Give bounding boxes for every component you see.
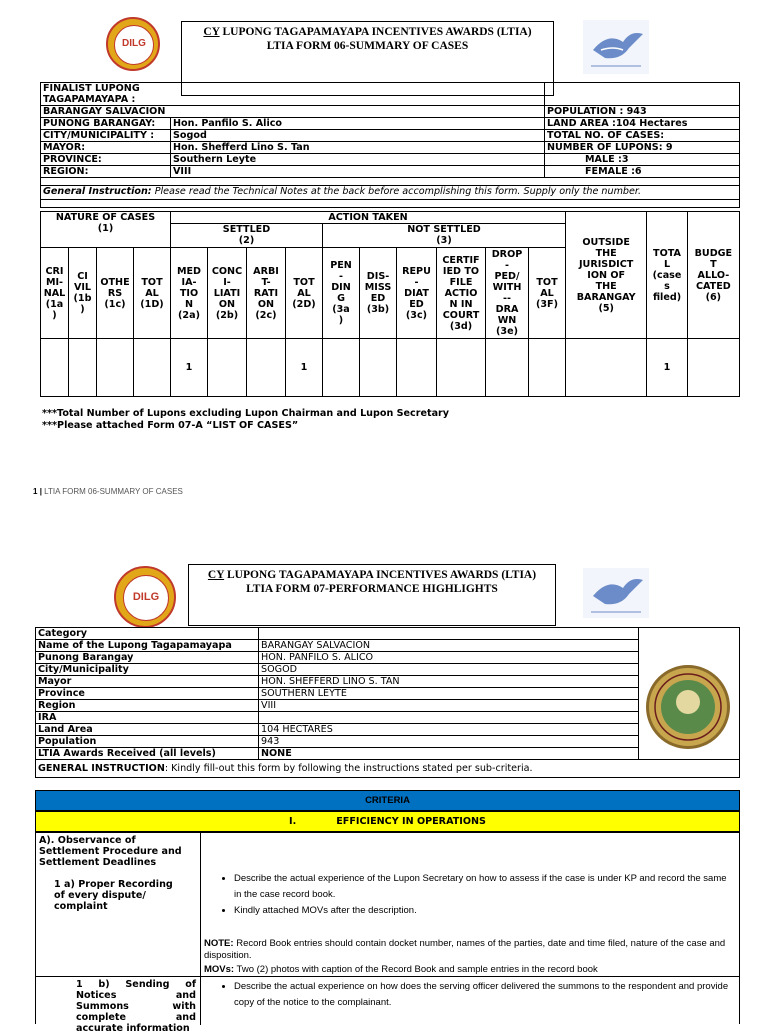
info-row: [36, 724, 740, 736]
case-data-cell: [566, 339, 647, 397]
case-col-header: CERTIF IED TO FILE ACTIO N IN COURT (3d): [437, 248, 486, 339]
not-settled-header: NOT SETTLED (3): [323, 224, 566, 248]
highlights-info-table: [35, 627, 740, 778]
info-row: [36, 676, 740, 688]
case-data-cell: 1: [286, 339, 323, 397]
criteria-detail: [35, 832, 740, 1034]
info-row: [36, 712, 740, 724]
case-col-header: CRI MI- NAL (1a ): [41, 248, 69, 339]
case-data-cell: [486, 339, 529, 397]
note-text: Record Book entries should contain docket number, names of the parties, date and time filed, nature of the case and disposition.: [204, 938, 726, 961]
gi-label-2: GENERAL INSTRUCTION: [38, 763, 165, 774]
info-row: [36, 640, 740, 652]
info-value: [259, 628, 639, 640]
dilg-logo-text-2: DILG: [132, 591, 160, 603]
case-col-header: CI VIL (1b ): [69, 248, 97, 339]
province-label: PROVINCE:: [41, 154, 171, 166]
case-col-header: TOT AL (1D): [134, 248, 171, 339]
info-label: IRA: [36, 712, 259, 724]
form-title-2: [188, 564, 556, 626]
case-col-header: ARBI T- RATI ON (2c): [247, 248, 286, 339]
info-value: BARANGAY SALVACION: [259, 640, 639, 652]
info-row: [36, 652, 740, 664]
dove-icon: [583, 20, 649, 74]
nature-header: NATURE OF CASES (1): [41, 212, 171, 248]
note-list-of-cases: ***Please attached Form 07-A “LIST OF CASES”: [42, 420, 299, 431]
general-instruction-2: [36, 760, 740, 778]
title-cy-2: CY: [207, 569, 225, 581]
gi-label: General Instruction:: [43, 186, 152, 197]
section-a-label: A). Observance of Settlement Procedure and Settlement Deadlines: [39, 835, 182, 868]
case-col-header: CONC I- LIATI ON (2b): [208, 248, 247, 339]
finalist-label: FINALIST LUPONG TAGAPAMAYAPA :: [43, 83, 140, 105]
case-data-cell: [69, 339, 97, 397]
total-cases-value: TOTAL NO. OF CASES:: [545, 130, 740, 142]
total-filed-header: TOTA L (case s filed): [647, 212, 687, 339]
case-col-header: TOT AL (2D): [286, 248, 323, 339]
info-value: HON. PANFILO S. ALICO: [259, 652, 639, 664]
movs-label: MOVs:: [204, 964, 235, 975]
info-row: [36, 700, 740, 712]
info-value: 104 HECTARES: [259, 724, 639, 736]
case-col-header: OTHE RS (1c): [97, 248, 134, 339]
title-cy: CY: [203, 26, 220, 38]
finalist-value: BARANGAY SALVACION: [41, 106, 545, 118]
barangay-seal: [646, 665, 730, 749]
info-label: Mayor: [36, 676, 259, 688]
title-line2: LTIA FORM 06-SUMMARY OF CASES: [266, 40, 469, 52]
info-label: Land Area: [36, 724, 259, 736]
case-data-cell: [41, 339, 69, 397]
case-data-cell: [437, 339, 486, 397]
case-data-cell: [97, 339, 134, 397]
mayor-value: Hon. Shefferd Lino S. Tan: [171, 142, 545, 154]
budget-header: BUDGE T ALLO- CATED (6): [687, 212, 739, 339]
info-row: [36, 688, 740, 700]
footer-separator: |: [39, 487, 42, 496]
info-value: SOUTHERN LEYTE: [259, 688, 639, 700]
case-data-cell: 1: [171, 339, 208, 397]
dilg-logo: [106, 17, 160, 71]
info-label: Region: [36, 700, 259, 712]
punong-label: PUNONG BARANGAY:: [41, 118, 171, 130]
settled-header: SETTLED (2): [171, 224, 323, 248]
info-label: Category: [36, 628, 259, 640]
title-line2-2: LTIA FORM 07-PERFORMANCE HIGHLIGHTS: [246, 583, 498, 595]
punong-value: Hon. Panfilo S. Alico: [171, 118, 545, 130]
info-value: NONE: [259, 748, 639, 760]
seal-ring-icon: [649, 668, 727, 746]
case-data-cell: [134, 339, 171, 397]
info-value: 943: [259, 736, 639, 748]
region-label: REGION:: [41, 166, 171, 178]
movs-text: Two (2) photos with caption of the Record Book and sample entries in the record book: [234, 964, 598, 975]
bullet-describe-secretary: • Describe the actual experience of the Lupon Secretary on how to assess if the case is under KP and record the same in the case record book.: [234, 871, 732, 903]
info-label: LTIA Awards Received (all levels): [36, 748, 259, 760]
case-data-cell: [397, 339, 437, 397]
info-row: [36, 736, 740, 748]
finalist-cell: [41, 83, 545, 106]
province-value: Southern Leyte: [171, 154, 545, 166]
criteria-bar: [35, 790, 740, 811]
title-line1-2: LUPONG TAGAPAMAYAPA INCENTIVES AWARDS (LTIA): [226, 569, 537, 581]
case-data-cell: [247, 339, 286, 397]
note-label: NOTE:: [204, 938, 234, 949]
bullet-serving-officer: • Describe the actual experience on how does the serving officer delivered the summons to the respondent and provide copy of the notice to the complainant.: [234, 979, 732, 1011]
case-col-header: REPU - DIAT ED (3c): [397, 248, 437, 339]
male-value: MALE :3: [545, 154, 740, 166]
dove-logo: [583, 20, 649, 74]
item-1b-label: 1 b) Sending of Notices and Summons with complete and accurate information: [76, 979, 196, 1034]
case-data-cell: [529, 339, 566, 397]
info-label: Province: [36, 688, 259, 700]
footer-text: LTIA FORM 06-SUMMARY OF CASES: [44, 487, 183, 496]
case-data-cell: [323, 339, 360, 397]
case-col-header: MED IA- TIO N (2a): [171, 248, 208, 339]
case-col-header: PEN - DIN G (3a ): [323, 248, 360, 339]
dilg-logo-2: [114, 566, 176, 628]
info-row: [36, 628, 740, 640]
city-label: CITY/MUNICIPALITY :: [41, 130, 171, 142]
case-data-cell: [687, 339, 739, 397]
movs-line: [204, 964, 732, 976]
info-value: SOGOD: [259, 664, 639, 676]
info-label: Punong Barangay: [36, 652, 259, 664]
criteria-label: CRITERIA: [365, 795, 410, 806]
land-area-value: LAND AREA :104 Hectares: [545, 118, 740, 130]
efficiency-bar: [35, 811, 740, 832]
female-value: FEMALE :6: [545, 166, 740, 178]
gi-text-2: : Kindly fill-out this form by following the instructions stated per sub-criteria.: [164, 763, 533, 774]
dove-icon-2: [583, 568, 649, 618]
cases-table: [40, 211, 740, 397]
note-lupons: ***Total Number of Lupons excluding Lupon Chairman and Lupon Secretary: [42, 408, 450, 419]
action-header: ACTION TAKEN: [171, 212, 566, 224]
info-value: VIII: [259, 700, 639, 712]
case-col-header: TOT AL (3F): [529, 248, 566, 339]
info-row: [36, 664, 740, 676]
page-footer: [33, 487, 183, 496]
general-instruction: [41, 186, 740, 200]
case-col-header: DIS- MISS ED (3b): [360, 248, 397, 339]
efficiency-label: EFFICIENCY IN OPERATIONS: [336, 816, 486, 827]
case-col-header: DROP - PED/ WITH -- DRA WN (3e): [486, 248, 529, 339]
city-value: Sogod: [171, 130, 545, 142]
info-row: [36, 748, 740, 760]
note-record-book: [204, 938, 732, 962]
item-1a-label: 1 a) Proper Recording of every dispute/ complaint: [54, 879, 173, 912]
info-label: City/Municipality: [36, 664, 259, 676]
dilg-logo-text: DILG: [122, 38, 146, 49]
bullet-attach-movs: • Kindly attached MOVs after the description.: [234, 903, 732, 919]
title-line1: LUPONG TAGAPAMAYAPA INCENTIVES AWARDS (LTIA): [222, 26, 532, 38]
case-data-cell: [360, 339, 397, 397]
outside-header: OUTSIDE THE JURISDICT ION OF THE BARANGAY (5): [566, 212, 647, 339]
info-label: Name of the Lupong Tagapamayapa: [36, 640, 259, 652]
case-data-cell: 1: [647, 339, 687, 397]
mayor-label: MAYOR:: [41, 142, 171, 154]
region-value: VIII: [171, 166, 545, 178]
barangay-info-table: [40, 82, 740, 208]
case-data-cell: [208, 339, 247, 397]
info-value: [259, 712, 639, 724]
population-value: POPULATION : 943: [545, 106, 740, 118]
lupons-value: NUMBER OF LUPONS: 9: [545, 142, 740, 154]
info-label: Population: [36, 736, 259, 748]
info-value: HON. SHEFFERD LINO S. TAN: [259, 676, 639, 688]
footer-page-number: 1: [33, 487, 38, 496]
dove-logo-2: [583, 568, 649, 618]
efficiency-number: I.: [289, 816, 297, 827]
gi-text: Please read the Technical Notes at the back before accomplishing this form. Supply only the number.: [151, 186, 642, 197]
